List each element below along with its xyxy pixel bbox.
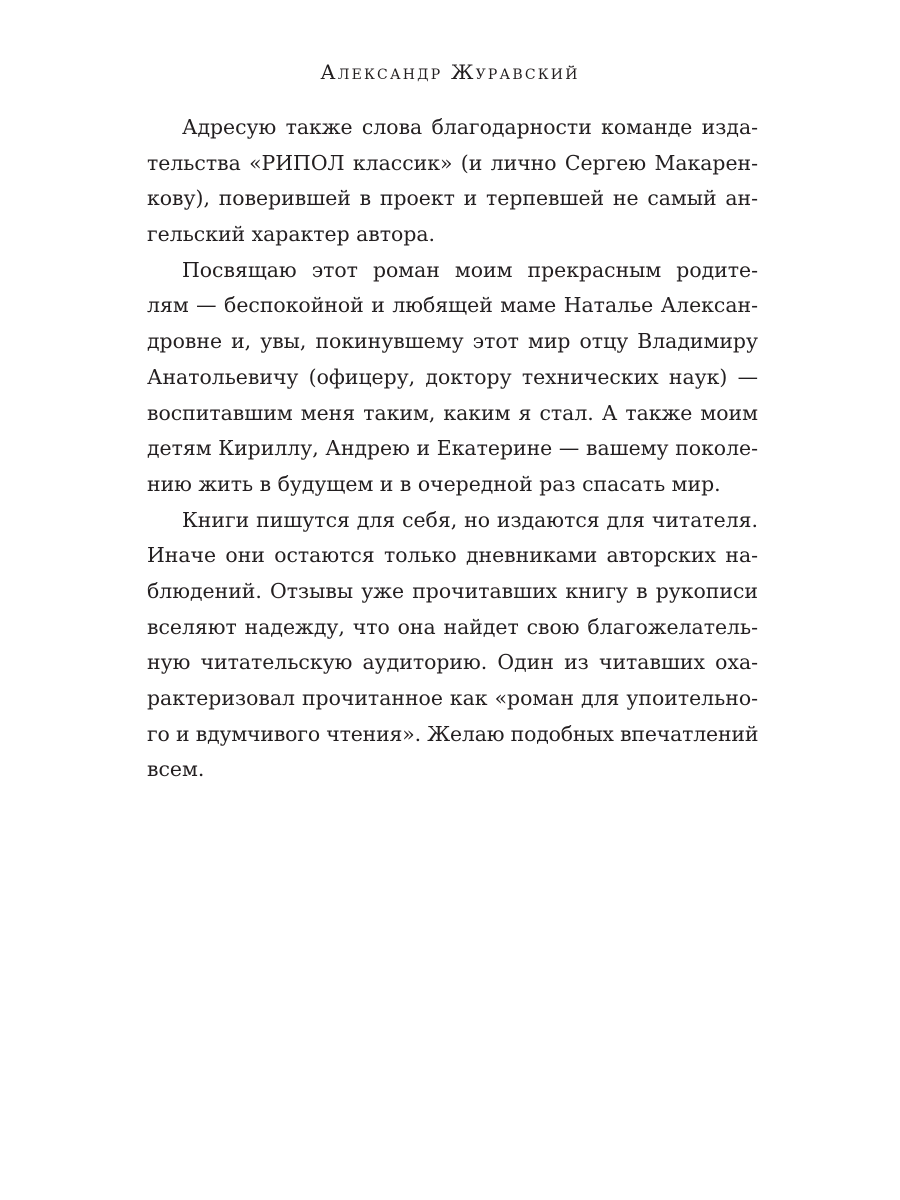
text-line: Анатольевичу (офицеру, доктору технических наук) — <box>147 364 758 389</box>
running-head-author: Александр Журавский <box>320 60 580 84</box>
text-line: Иначе они остаются только дневниками авторских на- <box>147 543 758 568</box>
text-line: вселяют надежду, что она найдет свою благожелатель- <box>147 614 758 639</box>
text-line: кову), поверившей в проект и терпевшей не самый ан- <box>147 186 758 211</box>
text-line: детям Кириллу, Андрею и Екатерине — вашему поколе- <box>147 436 758 461</box>
paragraph-acknowledgement <box>147 110 758 253</box>
body-text <box>147 110 758 788</box>
text-line: всем. <box>147 757 205 782</box>
text-line: го и вдумчивого чтения». Желаю подобных впечатлений <box>147 721 759 746</box>
text-line: дровне и, увы, покинувшему этот мир отцу Владимиру <box>147 329 758 354</box>
text-line: лям — беспокойной и любящей маме Наталье Алексан- <box>147 293 758 318</box>
text-line: Книги пишутся для себя, но издаются для читателя. <box>182 507 758 532</box>
text-line: тельства «РИПОЛ классик» (и лично Сергею Макарен- <box>147 150 758 175</box>
text-line: нию жить в будущем и в очередной раз спасать мир. <box>147 471 721 496</box>
text-line: рактеризовал прочитанное как «роман для упоительно- <box>147 686 758 710</box>
text-line: Адресую также слова благодарности команде изда- <box>182 115 758 139</box>
text-line: Посвящаю этот роман моим прекрасным родите- <box>182 257 758 282</box>
text-line: воспитавшим меня таким, каким я стал. А также моим <box>147 400 758 425</box>
paragraph-readers <box>147 503 758 789</box>
paragraph-dedication <box>147 253 758 503</box>
text-line: блюдений. Отзывы уже прочитавших книгу в рукописи <box>147 578 758 603</box>
text-line: гельский характер автора. <box>147 222 436 247</box>
text-line: ную читательскую аудиторию. Один из читавших оха- <box>147 650 758 675</box>
